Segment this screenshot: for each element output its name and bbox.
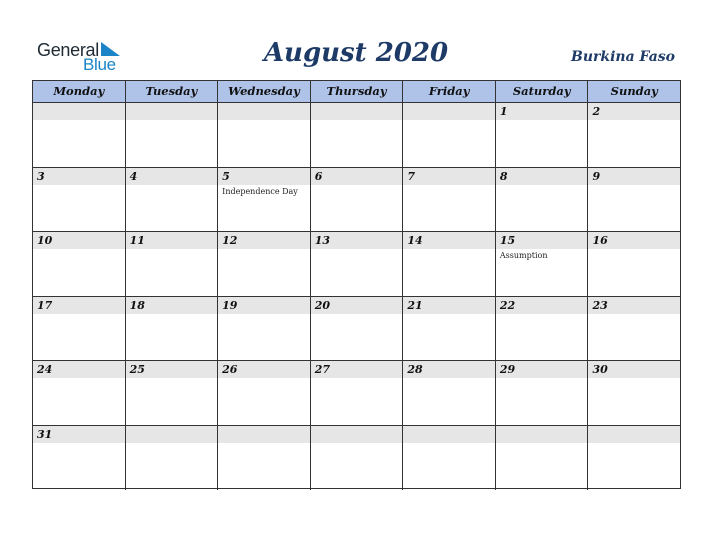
day-number: 7 — [407, 169, 415, 183]
day-header-band — [403, 168, 495, 185]
day-header-band — [311, 168, 403, 185]
day-header-band — [126, 168, 218, 185]
country-name: Burkina Faso — [571, 49, 675, 65]
day-header-band — [33, 103, 125, 120]
calendar-title: August 2020 — [263, 38, 449, 68]
week-row — [33, 232, 680, 297]
day-number: 24 — [37, 363, 53, 376]
day-cell — [33, 168, 126, 232]
day-cell — [403, 297, 496, 361]
day-cell — [496, 168, 589, 232]
day-number: 5 — [222, 169, 230, 183]
day-number: 14 — [407, 234, 423, 247]
day-header-band — [218, 103, 310, 120]
day-cell — [588, 361, 680, 425]
day-number: 10 — [37, 234, 53, 247]
day-cell — [218, 168, 311, 232]
holiday-label: Assumption — [499, 251, 548, 260]
day-cell — [126, 103, 219, 167]
day-cell — [403, 361, 496, 425]
weekday-header-row — [33, 81, 680, 103]
week-row — [33, 103, 680, 168]
day-number: 6 — [314, 169, 323, 183]
day-header-band — [126, 426, 218, 443]
day-cell — [311, 168, 404, 232]
day-number: 20 — [314, 298, 331, 312]
logo-text-general: General — [37, 40, 99, 60]
day-number: 23 — [592, 298, 608, 312]
day-cell — [218, 232, 311, 296]
day-header-band — [403, 426, 495, 443]
day-cell — [403, 103, 496, 167]
day-cell — [588, 232, 680, 296]
day-header-band — [588, 426, 680, 443]
day-number: 19 — [222, 298, 238, 312]
day-header-band — [311, 103, 403, 120]
day-number: 9 — [592, 169, 601, 183]
day-number: 30 — [592, 363, 608, 376]
day-number: 8 — [499, 169, 508, 183]
day-cell — [496, 361, 589, 425]
day-cell — [311, 103, 404, 167]
day-number: 16 — [592, 234, 608, 247]
logo-text-blue: Blue — [83, 55, 116, 74]
day-number: 3 — [37, 169, 45, 183]
week-row — [33, 361, 680, 426]
day-cell — [403, 426, 496, 491]
day-number: 27 — [314, 363, 331, 376]
day-cell — [218, 297, 311, 361]
week-row — [33, 168, 680, 233]
day-cell — [311, 426, 404, 491]
day-cell — [218, 426, 311, 491]
day-number: 13 — [314, 234, 331, 247]
weeks-container — [33, 103, 680, 490]
day-cell — [588, 426, 680, 491]
day-header-band — [218, 426, 310, 443]
day-header-band — [588, 168, 680, 185]
day-cell — [588, 103, 680, 167]
day-cell — [33, 103, 126, 167]
day-cell — [496, 232, 589, 296]
day-number: 18 — [129, 298, 145, 312]
day-number: 26 — [222, 363, 238, 376]
day-header-band — [496, 103, 588, 120]
week-row — [33, 297, 680, 362]
weekday-header: Sunday — [610, 84, 658, 98]
day-header-band — [496, 426, 588, 443]
day-cell — [33, 232, 126, 296]
day-number: 31 — [37, 427, 53, 441]
day-number: 4 — [129, 169, 138, 183]
weekday-header: Tuesday — [126, 81, 219, 102]
day-cell — [218, 103, 311, 167]
day-cell — [403, 168, 496, 232]
day-cell — [311, 361, 404, 425]
week-row — [33, 426, 680, 491]
day-cell — [496, 103, 589, 167]
day-cell — [218, 361, 311, 425]
day-cell — [126, 232, 219, 296]
day-header-band — [126, 103, 218, 120]
day-header-band — [588, 103, 680, 120]
day-number: 17 — [37, 298, 53, 312]
day-cell — [311, 232, 404, 296]
day-number: 15 — [499, 234, 516, 247]
day-cell — [588, 168, 680, 232]
day-number: 1 — [499, 105, 508, 118]
day-cell — [403, 232, 496, 296]
day-header-band — [33, 168, 125, 185]
day-number: 2 — [592, 105, 601, 118]
day-number: 12 — [222, 234, 238, 247]
day-header-band — [218, 168, 310, 185]
day-cell — [126, 168, 219, 232]
day-cell — [33, 426, 126, 491]
day-number: 29 — [499, 363, 516, 376]
day-cell — [33, 297, 126, 361]
day-number: 11 — [129, 234, 145, 247]
day-cell — [33, 361, 126, 425]
weekday-header: Thursday — [311, 81, 404, 102]
day-number: 22 — [499, 298, 516, 312]
weekday-header: Friday — [403, 81, 496, 102]
day-cell — [126, 297, 219, 361]
calendar-grid — [32, 80, 681, 489]
day-cell — [126, 426, 219, 491]
day-header-band — [311, 426, 403, 443]
weekday-header: Saturday — [496, 81, 589, 102]
day-number: 25 — [129, 363, 145, 376]
weekday-header: Monday — [33, 81, 126, 102]
holiday-label: Independence Day — [222, 186, 298, 196]
day-header-band — [403, 103, 495, 120]
day-cell — [588, 297, 680, 361]
weekday-header: Wednesday — [218, 81, 311, 102]
day-cell — [126, 361, 219, 425]
day-number: 21 — [407, 298, 423, 312]
day-cell — [311, 297, 404, 361]
day-cell — [496, 297, 589, 361]
day-cell — [496, 426, 589, 491]
day-number: 28 — [407, 363, 423, 376]
day-header-band — [496, 168, 588, 185]
